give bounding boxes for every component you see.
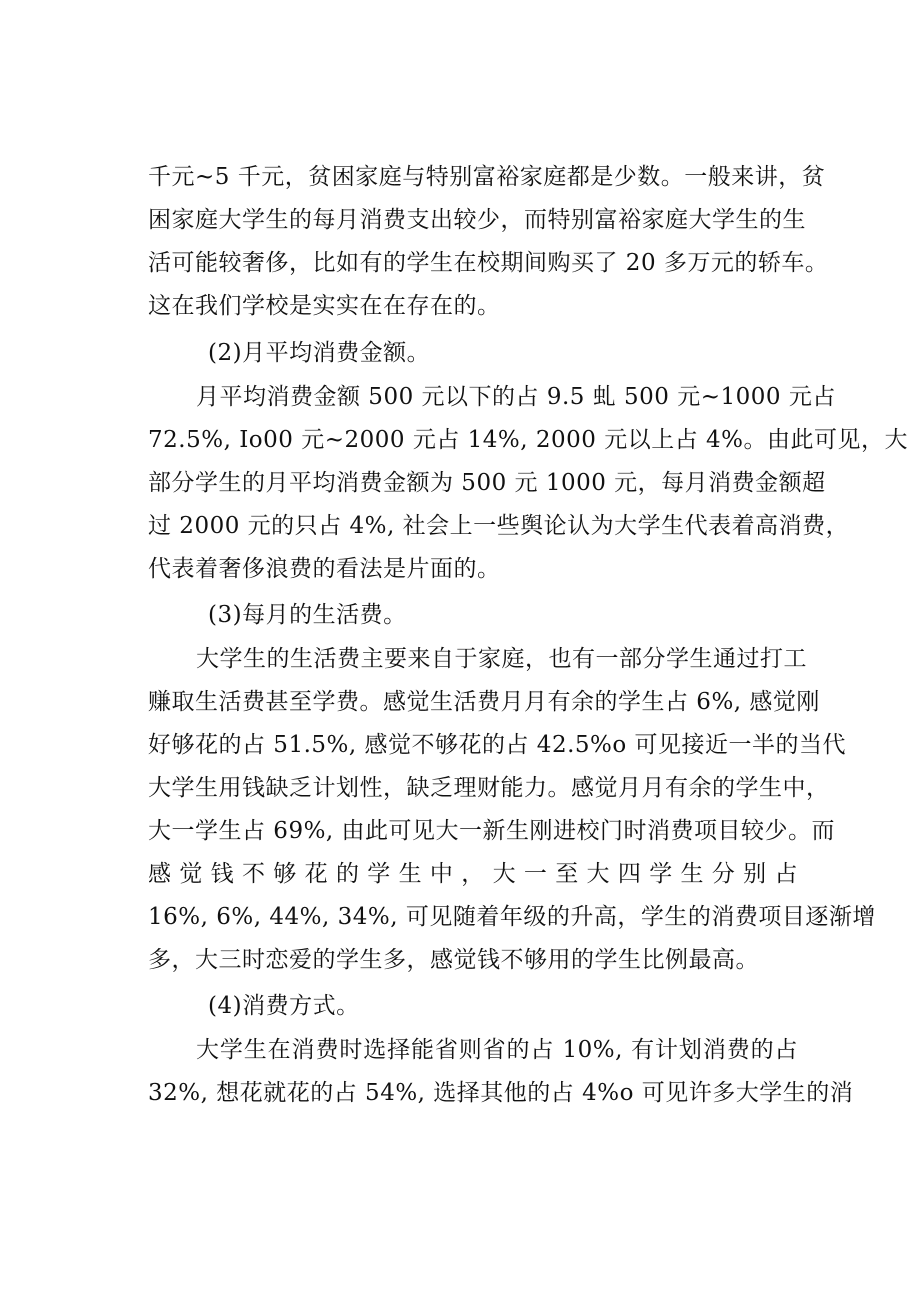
text-line-17: 感 觉 钱 不 够 花 的 学 生 中 ， 大 一 至 大 四 学 生 分 别 占 [148,861,798,887]
text-line-8: 部分学生的月平均消费金额为 500 元 1000 元，每月消费金额超 [148,470,826,496]
text-line-1: 千元~5 千元，贫困家庭与特别富裕家庭都是少数。一般来讲，贫 [148,164,826,190]
text-line-7: 72.5%, Io00 元~2000 元占 14%, 2000 元以上占 4%。由此可见，大 [148,427,909,453]
text-line-21: 大学生在消费时选择能省则省的占 10%, 有计划消费的占 [196,1037,798,1063]
text-line-18: 16%, 6%, 44%, 34%, 可见随着年级的升高，学生的消费项目逐渐增 [148,904,876,930]
text-line-16: 大一学生占 69%, 由此可见大一新生刚进校门时消费项目较少。而 [148,818,836,844]
text-line-14: 好够花的占 51.5%, 感觉不够花的占 42.5%o 可见接近一半的当代 [148,732,847,758]
text-line-4: 这在我们学校是实实在在存在的。 [148,293,501,319]
text-line-12: 大学生的生活费主要来自于家庭，也有一部分学生通过打工 [196,646,807,672]
text-line-22: 32%, 想花就花的占 54%, 选择其他的占 4%o 可见许多大学生的消 [148,1080,854,1106]
section-heading-2: (2)月平均消费金额。 [208,340,431,366]
text-line-19: 多，大三时恋爱的学生多，感觉钱不够用的学生比例最高。 [148,947,759,973]
text-line-13: 赚取生活费甚至学费。感觉生活费月月有余的学生占 6%, 感觉刚 [148,689,820,715]
text-line-3: 活可能较奢侈，比如有的学生在校期间购买了 20 多万元的轿车。 [148,250,829,276]
text-line-10: 代表着奢侈浪费的看法是片面的。 [148,556,501,582]
text-line-15: 大学生用钱缺乏计划性，缺乏理财能力。感觉月月有余的学生中， [148,775,830,801]
text-line-9: 过 2000 元的只占 4%, 社会上一些舆论认为大学生代表着高消费， [148,513,850,539]
text-line-6: 月平均消费金额 500 元以下的占 9.5 虬 500 元~1000 元占 [196,384,836,410]
text-line-2: 困家庭大学生的每月消费支出较少，而特别富裕家庭大学生的生 [148,207,806,233]
section-heading-3: (3)每月的生活费。 [208,602,407,628]
section-heading-4: (4)消费方式。 [208,993,360,1019]
